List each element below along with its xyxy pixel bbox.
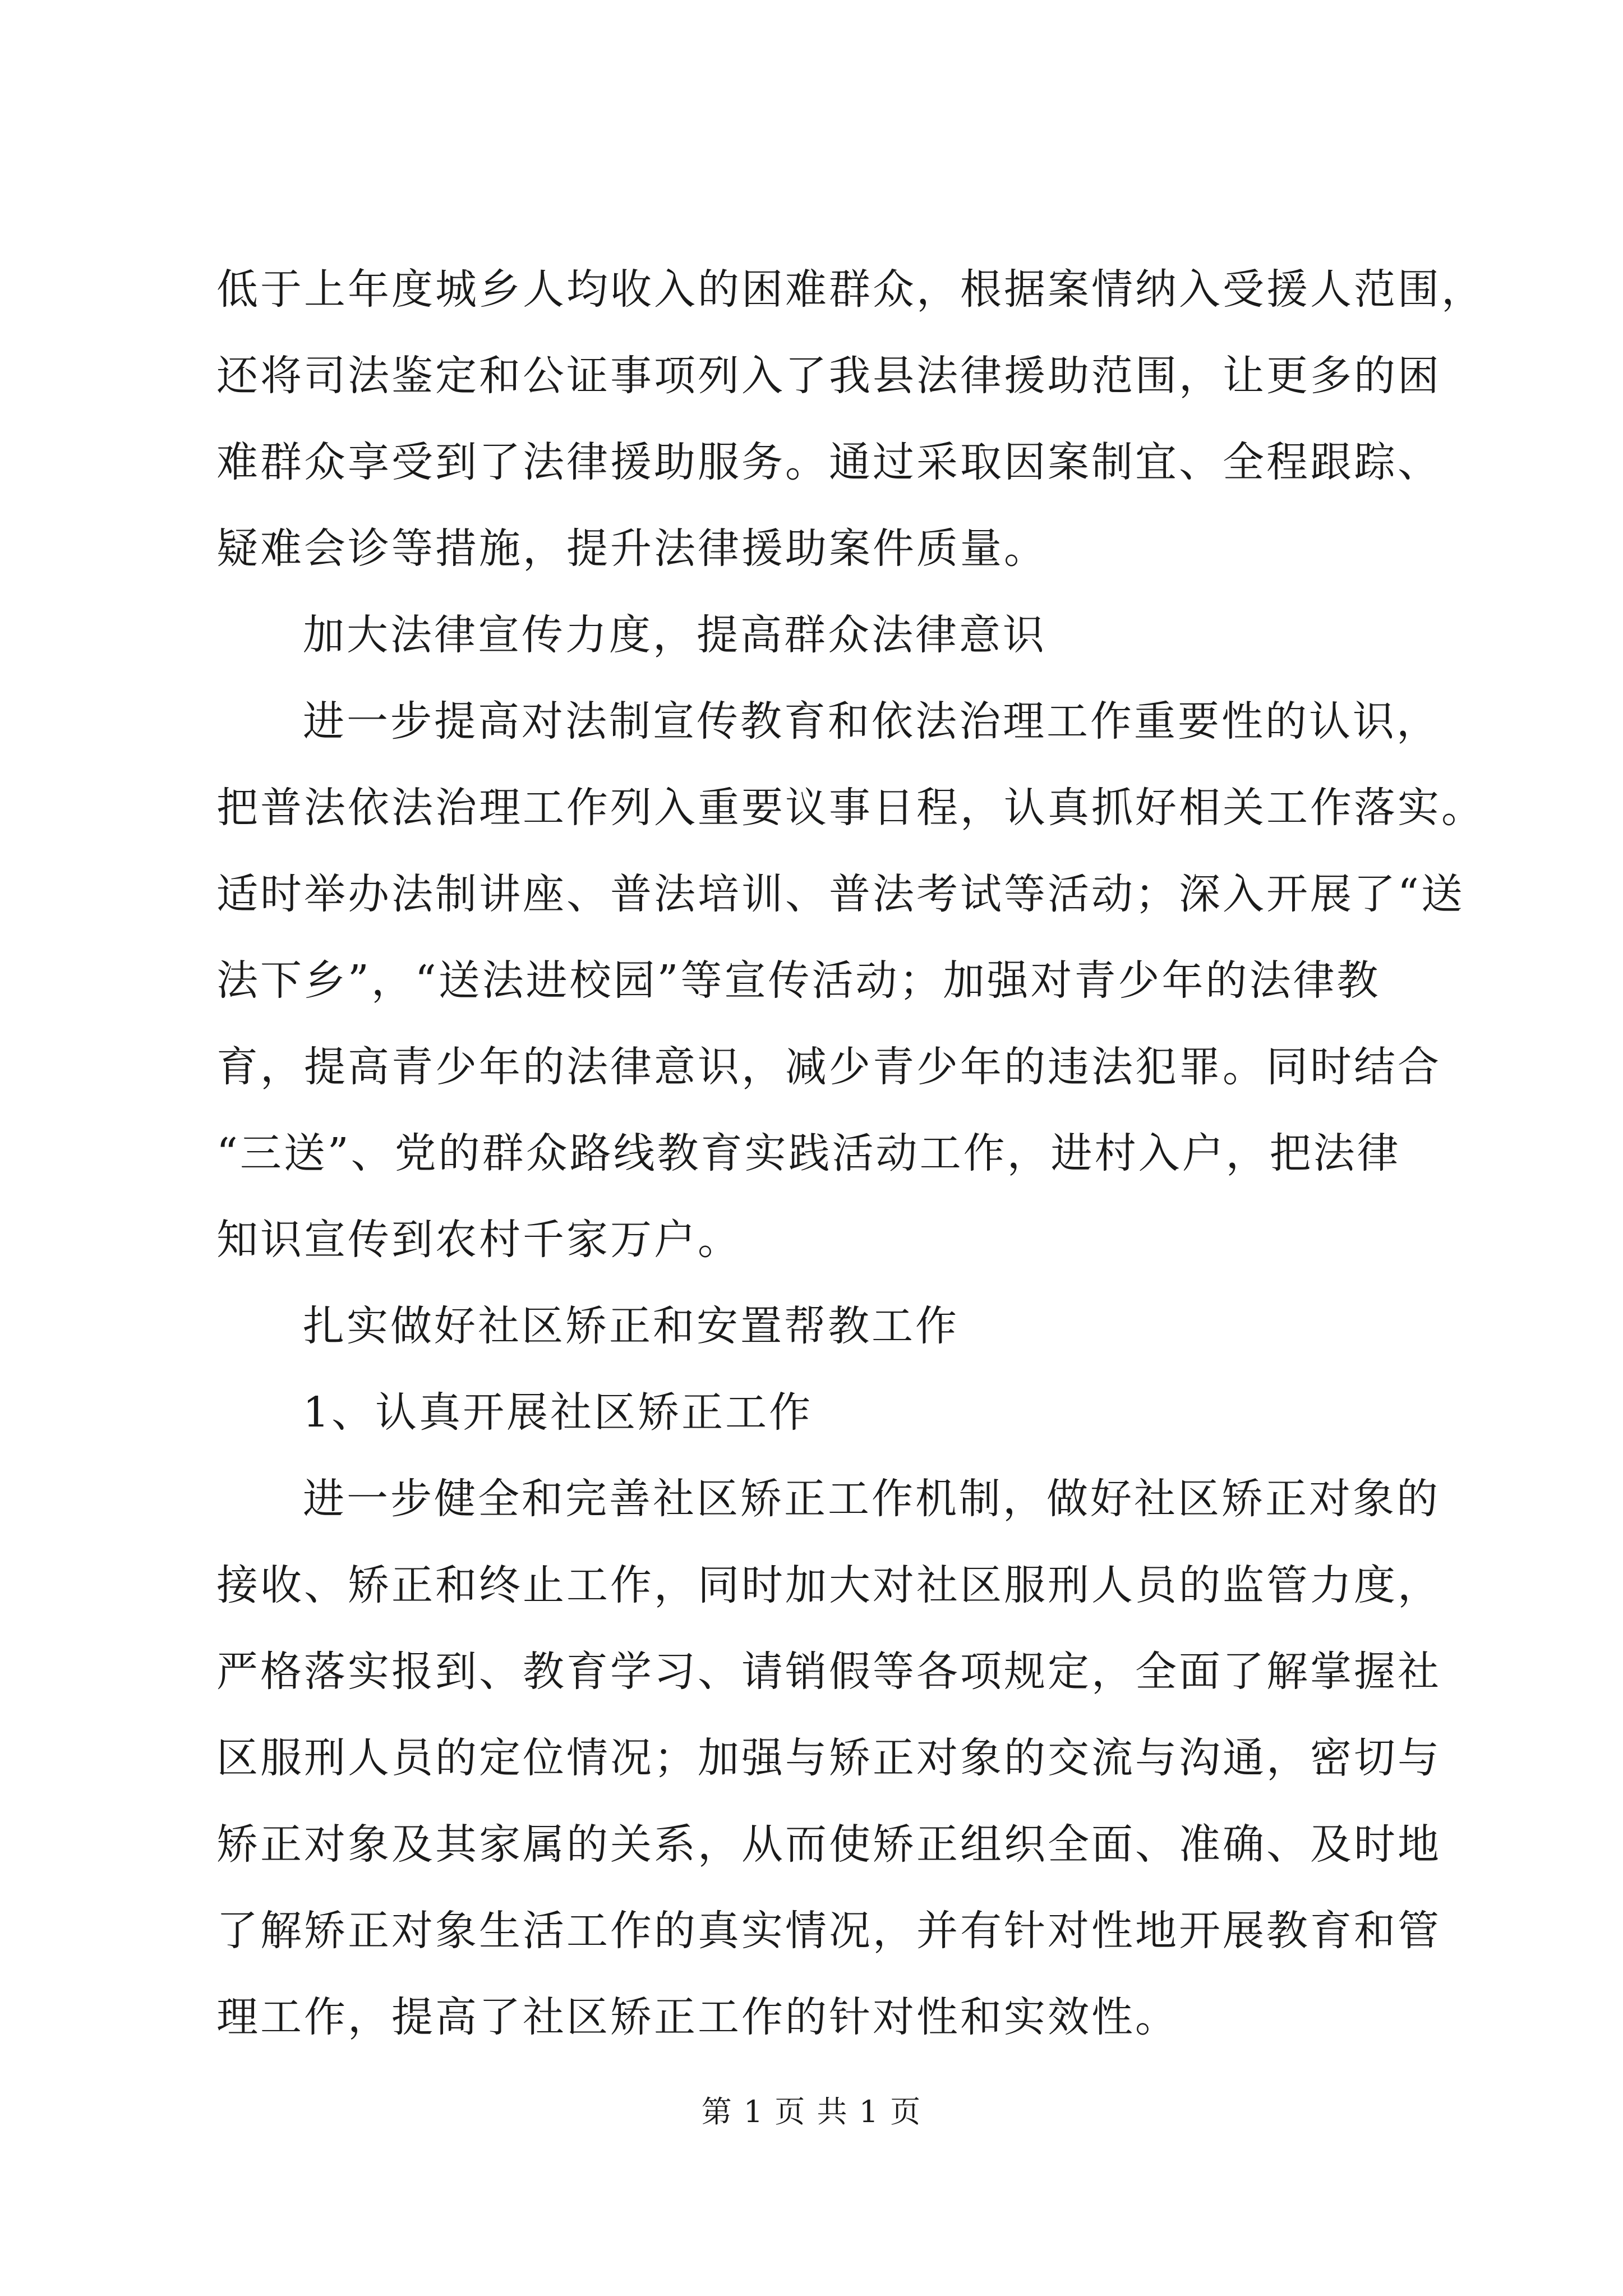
paragraph-line: 区服刑人员的定位情况；加强与矫正对象的交流与沟通，密切与 (216, 1734, 1441, 1782)
paragraph-line: 了解矫正对象生活工作的真实情况，并有针对性地开展教育和管 (216, 1907, 1441, 1955)
paragraph-line: 低于上年度城乡人均收入的困难群众，根据案情纳入受援人范围， (216, 265, 1485, 314)
section-heading: 扎实做好社区矫正和安置帮教工作 (303, 1302, 959, 1350)
subsection-heading: 1、认真开展社区矫正工作 (303, 1388, 813, 1437)
paragraph-line: 进一步健全和完善社区矫正工作机制，做好社区矫正对象的 (303, 1475, 1440, 1523)
paragraph-line: 严格落实报到、教育学习、请销假等各项规定，全面了解掌握社 (216, 1648, 1441, 1696)
paragraph-line: 法下乡”，“送法进校园”等宣传活动；加强对青少年的法律教 (216, 956, 1381, 1005)
paragraph-line: 接收、矫正和终止工作，同时加大对社区服刑人员的监管力度， (216, 1561, 1441, 1609)
page-number-footer: 第 1 页 共 1 页 (701, 2094, 922, 2129)
paragraph-line: 难群众享受到了法律援助服务。通过采取因案制宜、全程跟踪、 (216, 438, 1441, 486)
section-heading: 加大法律宣传力度，提高群众法律意识 (303, 611, 1046, 659)
paragraph-line: 知识宣传到农村千家万户。 (216, 1216, 741, 1264)
paragraph-line: 育，提高青少年的法律意识，减少青少年的违法犯罪。同时结合 (216, 1043, 1441, 1091)
paragraph-line: 还将司法鉴定和公证事项列入了我县法律援助范围，让更多的困 (216, 352, 1441, 400)
paragraph-line: 理工作，提高了社区矫正工作的针对性和实效性。 (216, 1993, 1179, 2041)
paragraph-line: 适时举办法制讲座、普法培训、普法考试等活动；深入开展了“送 (216, 870, 1465, 918)
paragraph-line: 矫正对象及其家属的关系，从而使矫正组织全面、准确、及时地 (216, 1820, 1441, 1869)
paragraph-line: “三送”、党的群众路线教育实践活动工作，进村入户，把法律 (216, 1129, 1401, 1177)
paragraph-line: 进一步提高对法制宣传教育和依法治理工作重要性的认识， (303, 697, 1440, 746)
paragraph-line: 把普法依法治理工作列入重要议事日程，认真抓好相关工作落实。 (216, 784, 1485, 832)
paragraph-line: 疑难会诊等措施，提升法律援助案件质量。 (216, 524, 1048, 573)
